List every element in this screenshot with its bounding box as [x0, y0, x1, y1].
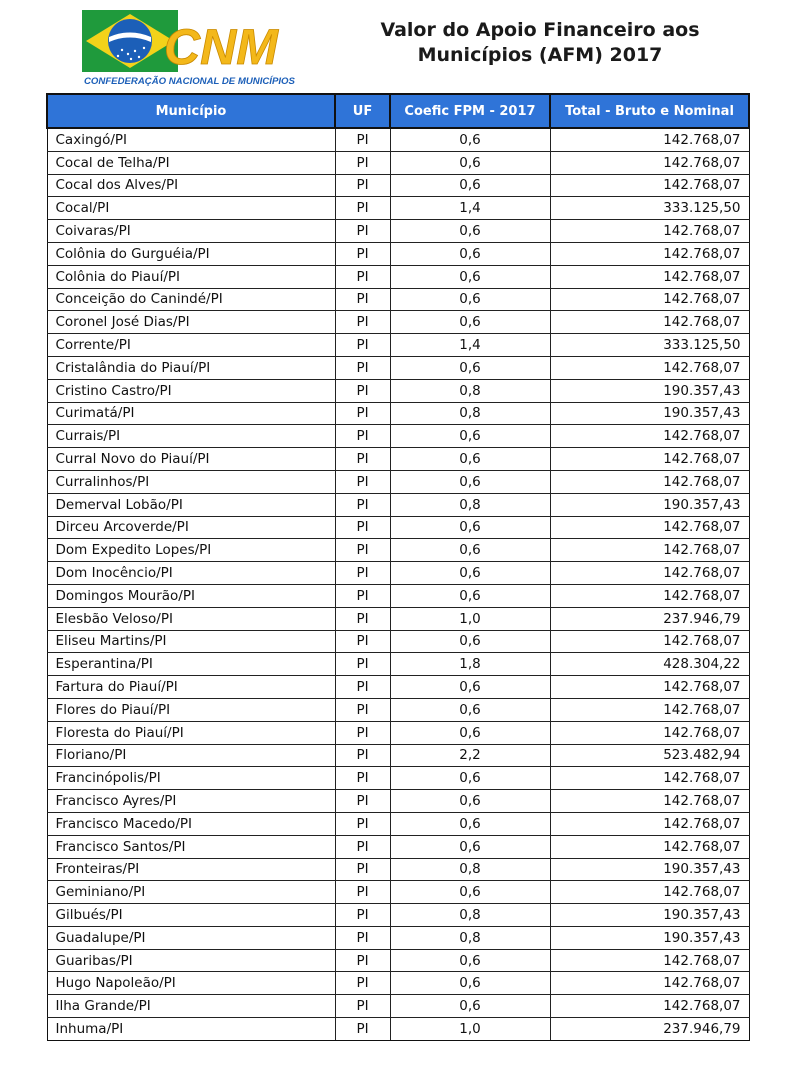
cell-uf: PI	[335, 653, 390, 676]
cell-uf: PI	[335, 790, 390, 813]
cell-uf: PI	[335, 174, 390, 197]
cell-total: 142.768,07	[550, 539, 749, 562]
cell-total: 190.357,43	[550, 402, 749, 425]
cell-coef: 0,6	[390, 949, 550, 972]
cell-coef: 1,0	[390, 1018, 550, 1041]
cell-municipio: Currais/PI	[47, 425, 335, 448]
cell-uf: PI	[335, 721, 390, 744]
cell-uf: PI	[335, 220, 390, 243]
cell-uf: PI	[335, 835, 390, 858]
cell-total: 142.768,07	[550, 311, 749, 334]
cell-municipio: Curimatá/PI	[47, 402, 335, 425]
table-row	[47, 835, 749, 858]
cell-municipio: Esperantina/PI	[47, 653, 335, 676]
cell-uf: PI	[335, 334, 390, 357]
cell-uf: PI	[335, 767, 390, 790]
cell-total: 142.768,07	[550, 151, 749, 174]
table-row	[47, 174, 749, 197]
cell-total: 142.768,07	[550, 425, 749, 448]
cell-total: 142.768,07	[550, 949, 749, 972]
cell-municipio: Guadalupe/PI	[47, 926, 335, 949]
cell-municipio: Demerval Lobão/PI	[47, 493, 335, 516]
cell-coef: 2,2	[390, 744, 550, 767]
cell-total: 237.946,79	[550, 607, 749, 630]
cell-municipio: Cristalândia do Piauí/PI	[47, 356, 335, 379]
cell-total: 142.768,07	[550, 448, 749, 471]
cell-total: 142.768,07	[550, 516, 749, 539]
cell-municipio: Corrente/PI	[47, 334, 335, 357]
cell-municipio: Ilha Grande/PI	[47, 995, 335, 1018]
cell-uf: PI	[335, 1018, 390, 1041]
cell-total: 190.357,43	[550, 926, 749, 949]
cell-municipio: Francisco Macedo/PI	[47, 812, 335, 835]
cell-coef: 0,8	[390, 493, 550, 516]
table-row	[47, 607, 749, 630]
cell-uf: PI	[335, 311, 390, 334]
cell-municipio: Floresta do Piauí/PI	[47, 721, 335, 744]
cell-coef: 0,6	[390, 790, 550, 813]
cell-coef: 0,6	[390, 721, 550, 744]
table-row	[47, 926, 749, 949]
logo-abbr: CNM	[164, 19, 278, 75]
table-row	[47, 516, 749, 539]
cell-total: 190.357,43	[550, 858, 749, 881]
table-row	[47, 470, 749, 493]
cell-municipio: Colônia do Piauí/PI	[47, 265, 335, 288]
cell-coef: 0,8	[390, 402, 550, 425]
cell-uf: PI	[335, 493, 390, 516]
cell-coef: 0,6	[390, 676, 550, 699]
cell-coef: 1,8	[390, 653, 550, 676]
cell-total: 428.304,22	[550, 653, 749, 676]
table-row	[47, 311, 749, 334]
cell-coef: 0,6	[390, 516, 550, 539]
afm-table	[46, 93, 750, 1041]
cell-municipio: Caxingó/PI	[47, 128, 335, 151]
table-row	[47, 448, 749, 471]
col-header-uf: UF	[335, 94, 390, 128]
cell-uf: PI	[335, 744, 390, 767]
cell-uf: PI	[335, 926, 390, 949]
cell-municipio: Fronteiras/PI	[47, 858, 335, 881]
table-row	[47, 584, 749, 607]
cell-uf: PI	[335, 265, 390, 288]
cell-uf: PI	[335, 584, 390, 607]
cell-total: 142.768,07	[550, 721, 749, 744]
cell-total: 142.768,07	[550, 995, 749, 1018]
cell-municipio: Cristino Castro/PI	[47, 379, 335, 402]
table-row	[47, 425, 749, 448]
cell-total: 333.125,50	[550, 334, 749, 357]
cell-total: 142.768,07	[550, 812, 749, 835]
table-row	[47, 356, 749, 379]
cell-coef: 0,8	[390, 926, 550, 949]
cell-municipio: Domingos Mourão/PI	[47, 584, 335, 607]
cell-coef: 0,6	[390, 311, 550, 334]
cell-coef: 0,8	[390, 858, 550, 881]
cell-coef: 0,6	[390, 470, 550, 493]
table-row	[47, 220, 749, 243]
cell-municipio: Flores do Piauí/PI	[47, 698, 335, 721]
cell-municipio: Hugo Napoleão/PI	[47, 972, 335, 995]
cell-uf: PI	[335, 516, 390, 539]
cell-total: 142.768,07	[550, 630, 749, 653]
cnm-logo	[82, 6, 298, 88]
cell-total: 142.768,07	[550, 698, 749, 721]
cell-uf: PI	[335, 470, 390, 493]
cell-coef: 1,4	[390, 197, 550, 220]
col-header-coef: Coefic FPM - 2017	[390, 94, 550, 128]
cell-uf: PI	[335, 288, 390, 311]
cell-coef: 0,8	[390, 379, 550, 402]
cell-coef: 0,6	[390, 448, 550, 471]
cell-uf: PI	[335, 949, 390, 972]
table-body	[47, 128, 749, 1040]
cell-total: 142.768,07	[550, 470, 749, 493]
cell-coef: 0,6	[390, 584, 550, 607]
cell-uf: PI	[335, 812, 390, 835]
cell-municipio: Francisco Ayres/PI	[47, 790, 335, 813]
cell-total: 142.768,07	[550, 835, 749, 858]
cell-coef: 0,6	[390, 128, 550, 151]
cell-total: 333.125,50	[550, 197, 749, 220]
table-row	[47, 402, 749, 425]
table-row	[47, 767, 749, 790]
cell-uf: PI	[335, 379, 390, 402]
cell-municipio: Curralinhos/PI	[47, 470, 335, 493]
cell-coef: 1,0	[390, 607, 550, 630]
cell-uf: PI	[335, 972, 390, 995]
table-row	[47, 972, 749, 995]
cell-total: 142.768,07	[550, 790, 749, 813]
table-row	[47, 265, 749, 288]
cell-municipio: Dirceu Arcoverde/PI	[47, 516, 335, 539]
col-header-municipio: Município	[47, 94, 335, 128]
cell-uf: PI	[335, 630, 390, 653]
cell-uf: PI	[335, 539, 390, 562]
page-header	[0, 0, 800, 92]
table-row	[47, 562, 749, 585]
cell-uf: PI	[335, 995, 390, 1018]
cell-coef: 0,6	[390, 220, 550, 243]
col-header-total: Total - Bruto e Nominal	[550, 94, 749, 128]
cell-total: 142.768,07	[550, 220, 749, 243]
cell-coef: 0,6	[390, 356, 550, 379]
cell-municipio: Colônia do Gurguéia/PI	[47, 242, 335, 265]
cell-uf: PI	[335, 607, 390, 630]
cell-municipio: Conceição do Canindé/PI	[47, 288, 335, 311]
cell-municipio: Francisco Santos/PI	[47, 835, 335, 858]
table-row	[47, 197, 749, 220]
table-row	[47, 128, 749, 151]
table-row	[47, 493, 749, 516]
cell-uf: PI	[335, 425, 390, 448]
table-row	[47, 630, 749, 653]
cell-total: 190.357,43	[550, 904, 749, 927]
cell-municipio: Dom Expedito Lopes/PI	[47, 539, 335, 562]
table-row	[47, 379, 749, 402]
cell-municipio: Guaribas/PI	[47, 949, 335, 972]
cell-total: 142.768,07	[550, 584, 749, 607]
cell-municipio: Francinópolis/PI	[47, 767, 335, 790]
table-row	[47, 881, 749, 904]
table-row	[47, 653, 749, 676]
cell-total: 190.357,43	[550, 379, 749, 402]
cell-coef: 0,6	[390, 288, 550, 311]
cell-total: 190.357,43	[550, 493, 749, 516]
cell-total: 523.482,94	[550, 744, 749, 767]
table-row	[47, 288, 749, 311]
cell-total: 142.768,07	[550, 288, 749, 311]
cell-uf: PI	[335, 698, 390, 721]
cell-municipio: Geminiano/PI	[47, 881, 335, 904]
cell-total: 142.768,07	[550, 562, 749, 585]
cell-uf: PI	[335, 128, 390, 151]
cell-uf: PI	[335, 402, 390, 425]
title-line-1: Valor do Apoio Financeiro aos	[380, 19, 700, 41]
cell-coef: 0,6	[390, 995, 550, 1018]
table-row	[47, 698, 749, 721]
table-row	[47, 721, 749, 744]
table-row	[47, 151, 749, 174]
cell-coef: 0,8	[390, 904, 550, 927]
cell-municipio: Eliseu Martins/PI	[47, 630, 335, 653]
cell-coef: 0,6	[390, 630, 550, 653]
cell-total: 142.768,07	[550, 128, 749, 151]
cell-coef: 0,6	[390, 767, 550, 790]
cell-uf: PI	[335, 676, 390, 699]
cell-municipio: Elesbão Veloso/PI	[47, 607, 335, 630]
cell-uf: PI	[335, 858, 390, 881]
cell-uf: PI	[335, 151, 390, 174]
logo-full-name: CONFEDERAÇÃO NACIONAL DE MUNICÍPIOS	[84, 76, 295, 87]
flag-globe	[108, 19, 152, 63]
table-row	[47, 1018, 749, 1041]
cell-total: 237.946,79	[550, 1018, 749, 1041]
cell-municipio: Cocal dos Alves/PI	[47, 174, 335, 197]
cell-coef: 0,6	[390, 562, 550, 585]
cell-total: 142.768,07	[550, 881, 749, 904]
title-line-2: Municípios (AFM) 2017	[417, 44, 663, 66]
cell-uf: PI	[335, 904, 390, 927]
table-row	[47, 949, 749, 972]
cell-total: 142.768,07	[550, 972, 749, 995]
table-row	[47, 539, 749, 562]
cell-coef: 0,6	[390, 972, 550, 995]
cell-municipio: Cocal/PI	[47, 197, 335, 220]
table-row	[47, 995, 749, 1018]
table-row	[47, 334, 749, 357]
cell-uf: PI	[335, 881, 390, 904]
table-row	[47, 858, 749, 881]
cell-coef: 0,6	[390, 812, 550, 835]
page-title	[350, 18, 730, 68]
cell-total: 142.768,07	[550, 356, 749, 379]
cell-coef: 0,6	[390, 242, 550, 265]
cell-total: 142.768,07	[550, 242, 749, 265]
cell-total: 142.768,07	[550, 265, 749, 288]
cell-uf: PI	[335, 562, 390, 585]
cell-municipio: Gilbués/PI	[47, 904, 335, 927]
table-row	[47, 744, 749, 767]
cell-uf: PI	[335, 197, 390, 220]
cell-total: 142.768,07	[550, 174, 749, 197]
cell-uf: PI	[335, 356, 390, 379]
cell-coef: 0,6	[390, 425, 550, 448]
table-row	[47, 812, 749, 835]
table-header-row	[47, 94, 749, 128]
cell-municipio: Cocal de Telha/PI	[47, 151, 335, 174]
cell-municipio: Coivaras/PI	[47, 220, 335, 243]
cell-coef: 1,4	[390, 334, 550, 357]
table-row	[47, 242, 749, 265]
cell-municipio: Fartura do Piauí/PI	[47, 676, 335, 699]
cell-coef: 0,6	[390, 698, 550, 721]
table-row	[47, 790, 749, 813]
cell-uf: PI	[335, 242, 390, 265]
cell-municipio: Coronel José Dias/PI	[47, 311, 335, 334]
cell-total: 142.768,07	[550, 676, 749, 699]
cell-coef: 0,6	[390, 174, 550, 197]
cell-coef: 0,6	[390, 539, 550, 562]
table-row	[47, 904, 749, 927]
table-row	[47, 676, 749, 699]
cell-municipio: Inhuma/PI	[47, 1018, 335, 1041]
cell-municipio: Curral Novo do Piauí/PI	[47, 448, 335, 471]
cell-coef: 0,6	[390, 265, 550, 288]
cell-municipio: Floriano/PI	[47, 744, 335, 767]
cell-municipio: Dom Inocêncio/PI	[47, 562, 335, 585]
cell-coef: 0,6	[390, 835, 550, 858]
cell-total: 142.768,07	[550, 767, 749, 790]
cell-coef: 0,6	[390, 151, 550, 174]
cell-uf: PI	[335, 448, 390, 471]
cell-coef: 0,6	[390, 881, 550, 904]
